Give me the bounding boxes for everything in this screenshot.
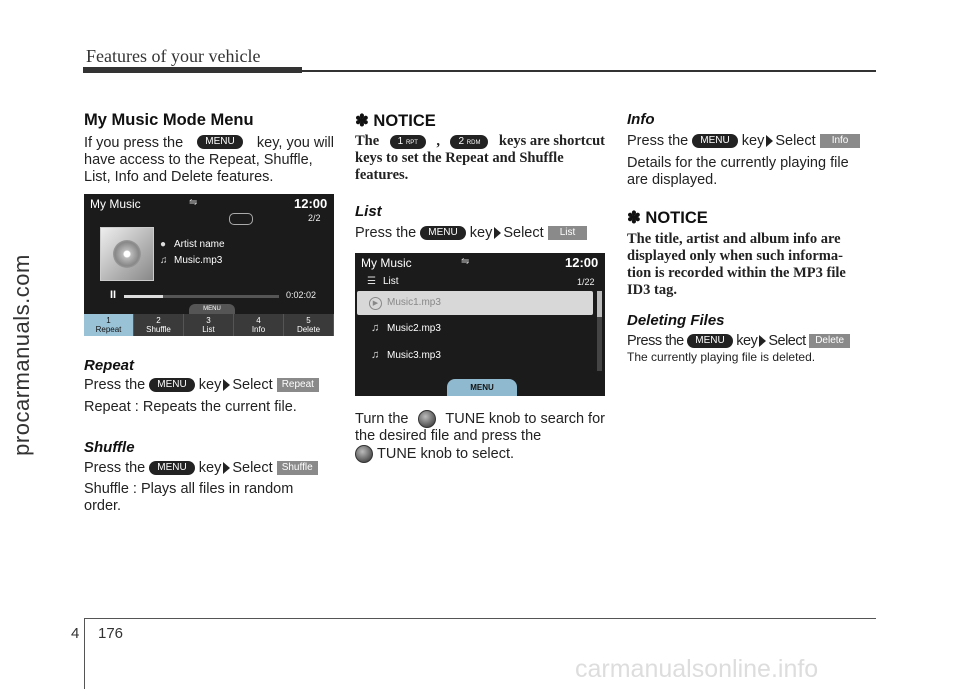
tab-repeat[interactable]: 1 Repeat [84, 314, 134, 336]
usb-icon: ⇋ [189, 197, 198, 208]
screen-title: My Music [90, 197, 141, 211]
music-note-icon: ♫ [371, 349, 380, 361]
music-note-icon: ♫ [371, 322, 380, 334]
info-description: Details for the currently playing file are displayed. [627, 155, 849, 188]
notice-id3-text: The title, artist and album info are displayed only when such informa- tion is recorded within the MP3 file ID3 tag. [627, 231, 846, 298]
menu-key-badge: MENU [420, 226, 465, 240]
screen-title: My Music [361, 256, 412, 270]
shuffle-option-badge: Shuffle [277, 461, 318, 475]
info-heading: Info [627, 111, 655, 128]
screen-time: 12:00 [294, 196, 328, 211]
rpt-key-badge: 1 RPT [390, 135, 426, 149]
arrow-right-icon [759, 335, 766, 347]
arrow-right-icon [223, 379, 230, 391]
arrow-right-icon [766, 135, 773, 147]
repeat-description: Repeat : Repeats the current file. [84, 399, 297, 415]
tune-knob-icon [418, 410, 436, 428]
list-icon: ☰ [367, 276, 376, 287]
notice-shortcut-text: The 1 RPT , 2 RDM keys are shortcut keys to set the Repeat and Shuffle features. [355, 133, 605, 183]
tab-delete[interactable]: 5 Delete [284, 314, 334, 336]
shuffle-instruction: Press the MENU key Select Shuffle [84, 460, 318, 477]
header-rule-thin [302, 70, 876, 72]
list-option-badge: List [548, 226, 588, 240]
menu-key-badge: MENU [197, 135, 242, 149]
repeat-option-badge: Repeat [277, 378, 319, 392]
delete-option-badge: Delete [809, 334, 850, 348]
menu-key-badge: MENU [149, 378, 194, 392]
arrow-right-icon [494, 227, 501, 239]
repeat-heading: Repeat [84, 357, 135, 374]
elapsed-time: 0:02:02 [286, 290, 317, 300]
artist-name: Artist name [174, 239, 225, 250]
tune-knob-icon [355, 445, 373, 463]
shuffle-heading: Shuffle [84, 439, 135, 456]
pause-icon[interactable]: II [110, 289, 117, 301]
shuffle-description: Shuffle : Plays all files in random order. [84, 481, 294, 514]
artist-icon: ● [160, 239, 167, 250]
menu-key-badge: MENU [149, 461, 194, 475]
list-instruction: Press the MENU key Select List [355, 225, 587, 242]
music-note-icon: ♫ [160, 255, 168, 266]
header-rule-thick [83, 67, 302, 73]
song-name: Music.mp3 [174, 255, 223, 266]
track-count: 2/2 [308, 213, 321, 223]
footer-watermark: carmanualsonline.info [575, 655, 819, 683]
my-music-list-screen [355, 253, 605, 396]
menu-tab-bar [84, 314, 334, 336]
delete-description: The currently playing file is deleted. [627, 350, 816, 364]
menu-tab[interactable]: MENU [447, 379, 517, 396]
list-item[interactable]: ♫ Music2.mp3 [371, 322, 441, 334]
repeat-instruction: Press the MENU key Select Repeat [84, 377, 319, 394]
tune-knob-instruction: Turn the TUNE knob to search for the desired file and press the TUNE knob to select. [355, 410, 605, 462]
info-instruction: Press the MENU key Select Info [627, 133, 860, 150]
usb-icon: ⇋ [461, 256, 470, 267]
tab-list[interactable]: 3 List [184, 314, 234, 336]
rpt-toggle-icon [229, 213, 253, 225]
list-item[interactable]: ♫ Music3.mp3 [371, 349, 441, 361]
arrow-right-icon [223, 462, 230, 474]
menu-key-badge: MENU [687, 334, 732, 348]
page-number: 176 [98, 625, 124, 642]
list-label: List [383, 276, 399, 287]
album-art [100, 227, 154, 281]
screen-time: 12:00 [565, 255, 599, 270]
my-music-screen [84, 194, 334, 336]
play-icon: ▶ [369, 297, 382, 310]
tab-info[interactable]: 4 Info [234, 314, 284, 336]
list-heading: List [355, 203, 382, 220]
list-scrollbar[interactable] [597, 291, 602, 371]
list-count: 1/22 [577, 277, 595, 287]
intro-paragraph: If you press the MENU key, you will have access to the Repeat, Shuffle, List, Info and Delete features. [84, 135, 334, 185]
menu-key-badge: MENU [692, 134, 737, 148]
side-watermark: procarmanuals.com [9, 254, 34, 456]
list-item-selected[interactable]: ▶ Music1.mp3 [357, 291, 593, 315]
info-option-badge: Info [820, 134, 861, 148]
header-title: Features of your vehicle [86, 46, 261, 66]
footer-divider [84, 618, 85, 689]
rdm-key-badge: 2 RDM [450, 135, 488, 149]
delete-instruction: Press the MENU key Select Delete [627, 333, 850, 350]
progress-track[interactable] [124, 295, 279, 298]
tab-shuffle[interactable]: 2 Shuffle [134, 314, 184, 336]
notice-heading: ✽ NOTICE [355, 112, 436, 130]
my-music-menu-heading: My Music Mode Menu [84, 111, 254, 129]
deleting-files-heading: Deleting Files [627, 312, 725, 329]
footer-rule [84, 618, 876, 619]
chapter-number: 4 [71, 625, 80, 642]
notice-heading: ✽ NOTICE [627, 209, 708, 227]
menu-tab[interactable]: MENU [189, 304, 235, 314]
